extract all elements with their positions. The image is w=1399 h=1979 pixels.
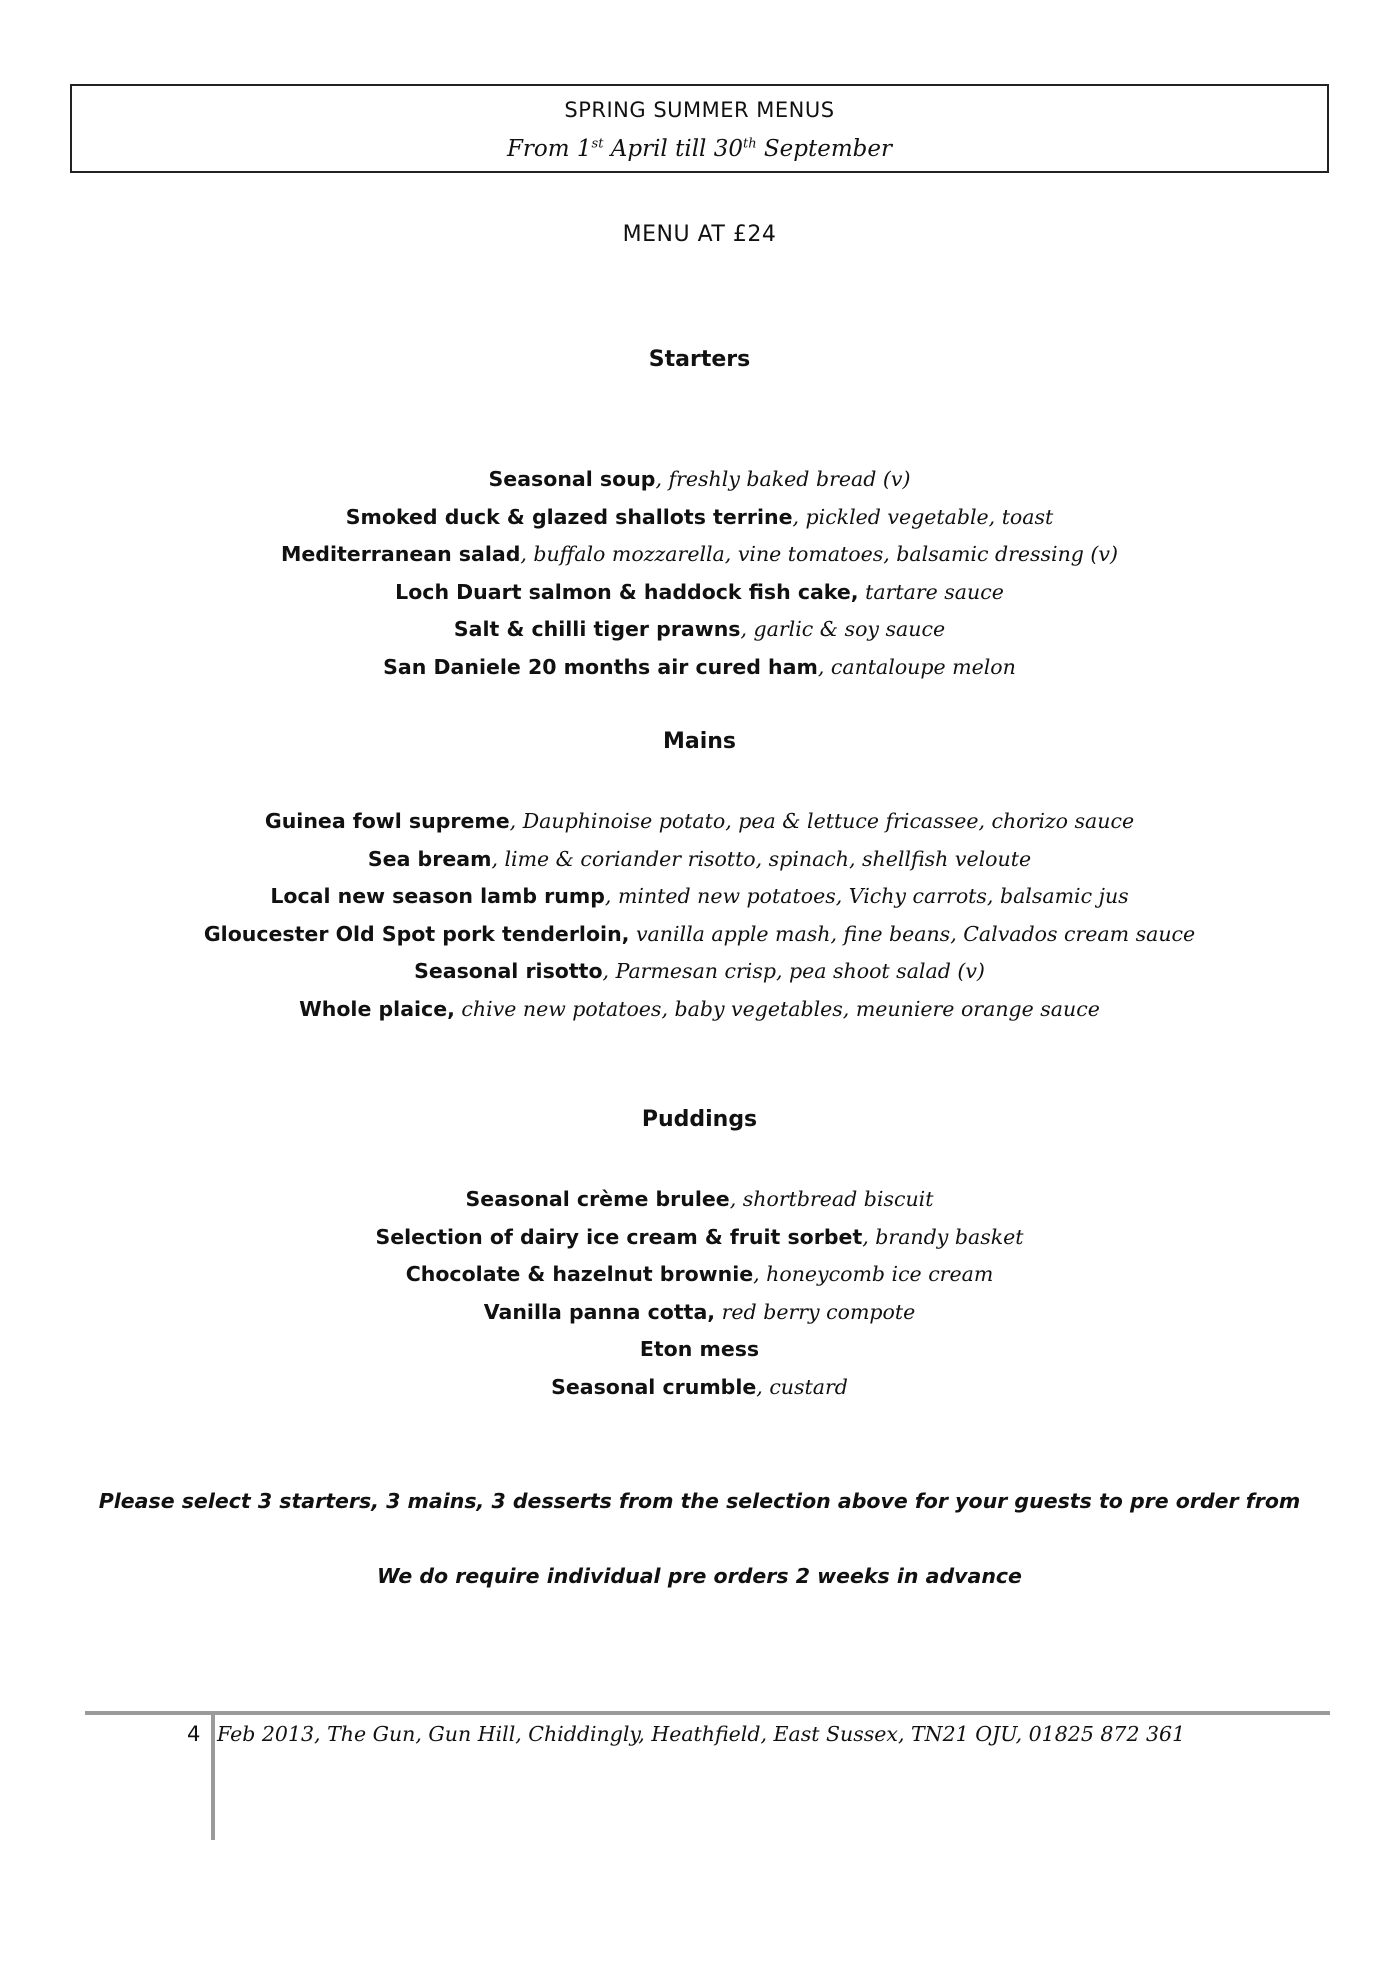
footer-address: Feb 2013, The Gun, Gun Hill, Chiddingly, Heathfield, East Sussex, TN21 OJU, 01825 872 361 — [217, 1722, 1186, 1746]
menu-price: MENU AT £24 — [622, 222, 777, 247]
starters-list — [0, 461, 1399, 686]
dish-item: San Daniele 20 months air cured ham, cantaloupe melon — [383, 654, 1016, 679]
dish-item: Salt & chilli tiger prawns, garlic & soy sauce — [453, 617, 946, 641]
puddings-heading: Puddings — [641, 1107, 758, 1132]
dish-item: Local new season lamb rump, minted new potatoes, Vichy carrots, balsamic jus — [270, 884, 1129, 908]
dish-item: Chocolate & hazelnut brownie, honeycomb ice cream — [405, 1262, 994, 1286]
menu-title: SPRING SUMMER MENUS — [564, 98, 835, 122]
selection-note: Please select 3 starters, 3 mains, 3 desserts from the selection above for your guests to pre order from — [98, 1489, 1301, 1513]
dish-item: Mediterranean salad, buffalo mozzarella, vine tomatoes, balsamic dressing (v) — [280, 542, 1119, 566]
dish-item: Seasonal crème brulee, shortbread biscuit — [465, 1187, 934, 1211]
dish-item: Selection of dairy ice cream & fruit sorbet, brandy basket — [375, 1224, 1024, 1249]
dish-item: Seasonal risotto, Parmesan crisp, pea shoot salad (v) — [414, 959, 985, 983]
footer-divider — [85, 1711, 1330, 1715]
dish-item: Seasonal crumble, custard — [551, 1374, 848, 1399]
dish-item: Smoked duck & glazed shallots terrine, pickled vegetable, toast — [345, 504, 1054, 529]
starters-heading: Starters — [648, 347, 751, 372]
page-number: 4 — [187, 1722, 201, 1746]
dish-item: Whole plaice, chive new potatoes, baby vegetables, meuniere orange sauce — [299, 996, 1100, 1021]
dish-item: Sea bream, lime & coriander risotto, spinach, shellfish veloute — [367, 846, 1032, 871]
dish-item: Loch Duart salmon & haddock fish cake, tartare sauce — [395, 579, 1004, 604]
footer-vertical-divider — [211, 1715, 215, 1840]
puddings-list — [0, 1181, 1399, 1406]
mains-list — [0, 803, 1399, 1028]
dish-item: Vanilla panna cotta, red berry compote — [483, 1299, 916, 1324]
menu-header-box — [70, 84, 1329, 173]
dish-item: Seasonal soup, freshly baked bread (v) — [488, 467, 911, 491]
mains-heading: Mains — [662, 729, 737, 754]
dish-item: Gloucester Old Spot pork tenderloin, vanilla apple mash, fine beans, Calvados cream sauce — [203, 921, 1196, 946]
dish-item: Guinea fowl supreme, Dauphinoise potato, pea & lettuce fricassee, chorizo sauce — [264, 809, 1135, 833]
menu-date-range: From 1st April till 30th September — [506, 136, 893, 162]
dish-item: Eton mess — [639, 1337, 760, 1361]
preorder-note: We do require individual pre orders 2 weeks in advance — [377, 1564, 1022, 1588]
